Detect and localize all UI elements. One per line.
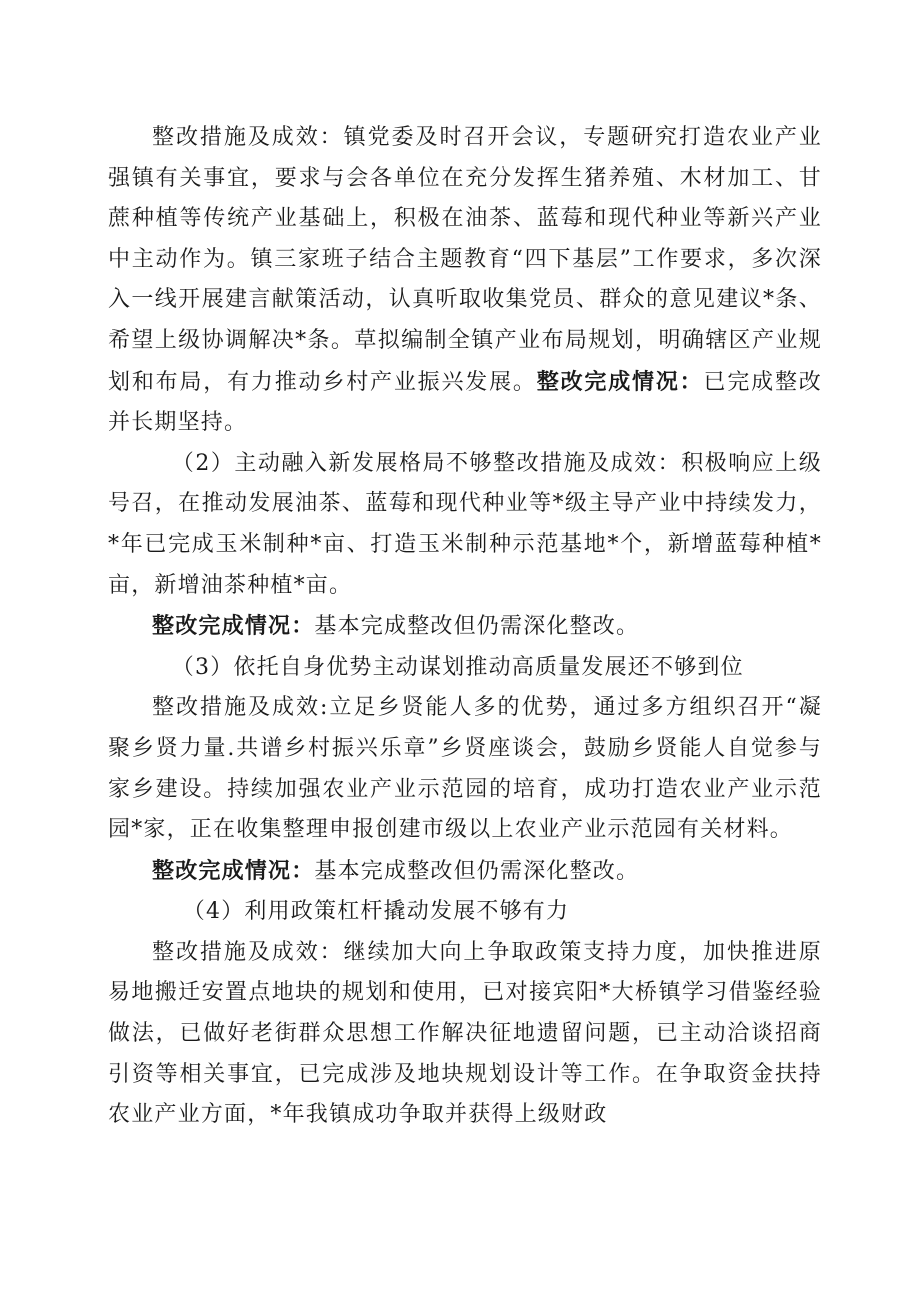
completion-status-label: 整改完成情况： (536, 368, 704, 395)
paragraph-item-2 (108, 444, 822, 606)
completion-status-label: 整改完成情况： (152, 613, 315, 640)
paragraph-text: （4）利用政策杠杆撬动发展不够有力 (182, 899, 570, 925)
completion-status-value: 基本完成整改但仍需深化整改。 (314, 858, 640, 884)
paragraph-status-3 (108, 851, 822, 893)
paragraph-text: 整改措施及成效：镇党委及时召开会议，专题研究打造农业产业强镇有关事宜，要求与会各单位在充分发挥生猪养殖、木材加工、甘蔗种植等传统产业基础上，积极在油茶、蓝莓和现代种业等新兴产业中主动作为。镇三家班子结合主题教育“四下基层”工作要求，多次深入一线开展建言献策活动，认真听取收集党员、群众的意见建议*条、希望上级协调解决*条。草拟编制全镇产业布局规划，明确辖区产业规划和布局，有力推动乡村产业振兴发展。 (108, 125, 822, 395)
paragraph-measures-1 (108, 118, 822, 444)
paragraph-text: 整改措施及成效:立足乡贤能人多的优势，通过多方组织召开“凝聚乡贤力量.共谱乡村振兴乐章”乡贤座谈会，鼓励乡贤能人自觉参与家乡建设。持续加强农业产业示范园的培育，成功打造农业产业示范园*家，正在收集整理申报创建市级以上农业产业示范园有关材料。 (108, 695, 822, 843)
completion-status-label: 整改完成情况： (152, 857, 315, 884)
paragraph-text: 整改措施及成效：继续加大向上争取政策支持力度，加快推进原易地搬迁安置点地块的规划和使用，已对接宾阳*大桥镇学习借鉴经验做法，已做好老街群众思想工作解决征地遗留问题，已主动洽谈招商引资等相关事宜，已完成涉及地块规划设计等工作。在争取资金扶持农业产业方面，*年我镇成功争取并获得上级财政 (108, 939, 822, 1128)
paragraph-status-2 (108, 606, 822, 648)
paragraph-text: （2）主动融入新发展格局不够整改措施及成效：积极响应上级号召，在推动发展油茶、蓝莓和现代种业等*级主导产业中持续发力，*年已完成玉米制种*亩、打造玉米制种示范基地*个，新增蓝莓种植*亩，新增油茶种植*亩。 (108, 450, 822, 598)
completion-status-value: 已完成整改并长期坚持。 (108, 369, 822, 436)
paragraph-measures-3 (108, 688, 822, 850)
paragraph-text: （3）依托自身优势主动谋划推动高质量发展还不够到位 (171, 654, 744, 680)
paragraph-measures-4 (108, 933, 822, 1136)
completion-status-value: 基本完成整改但仍需深化整改。 (314, 614, 640, 640)
paragraph-item-4-heading (108, 892, 822, 933)
paragraph-item-3-heading (108, 648, 822, 689)
